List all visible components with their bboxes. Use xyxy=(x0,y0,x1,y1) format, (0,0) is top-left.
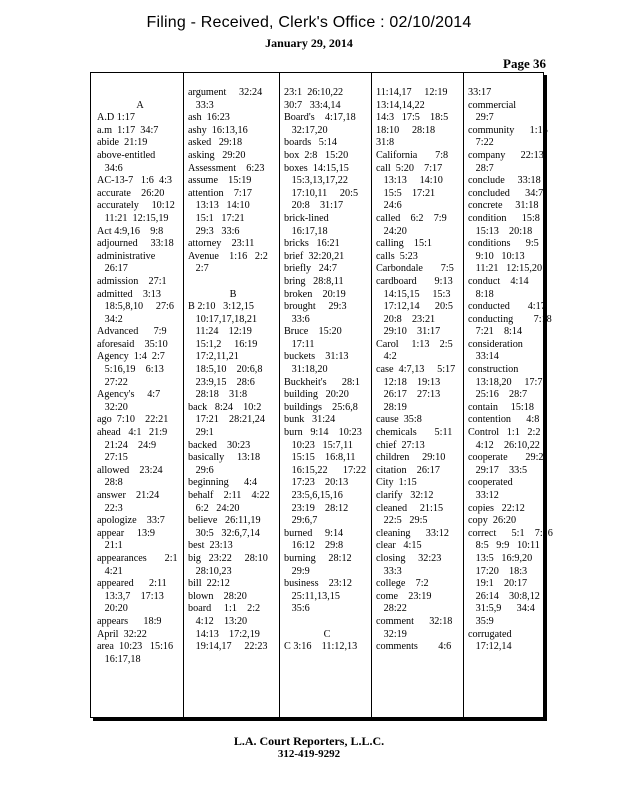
index-entry: 5:16,19 6:13 xyxy=(97,364,164,376)
index-entry: copies 22:12 xyxy=(468,502,525,514)
index-entry: 14:15,15 15:3 xyxy=(376,288,451,300)
index-entry: comments 4:6 xyxy=(376,641,452,653)
index-entry: 21:24 24:9 xyxy=(97,439,157,451)
index-entry: 15:1 17:21 xyxy=(188,212,245,224)
index-entry: 20:8 23:21 xyxy=(376,313,436,325)
index-entry: 30:7 33:4,14 xyxy=(284,99,341,111)
index-entry: 9:10 10:13 xyxy=(468,250,525,262)
index-entry: 18:10 28:18 xyxy=(376,124,436,136)
index-entry: Board's 4:17,18 xyxy=(284,112,356,124)
index-entry: Act 4:9,16 9:8 xyxy=(97,225,164,237)
index-entry: 31:18,20 xyxy=(284,364,328,376)
index-entry: 15:3,13,17,22 xyxy=(284,175,348,187)
index-entry: C 3:16 11:12,13 xyxy=(284,641,358,653)
index-entry: 29:6,7 xyxy=(284,515,318,527)
index-letter-heading: C xyxy=(323,628,331,640)
index-entry: 23:5,6,15,16 xyxy=(284,490,343,501)
index-entry: 17:12,14 20:5 xyxy=(376,301,453,313)
index-letter-heading: B xyxy=(229,288,237,300)
index-entry: City 1:15 xyxy=(376,477,417,489)
index-entry: 23:1 26:10,22 xyxy=(284,87,344,98)
index-entry: company 22:13 xyxy=(468,149,544,161)
index-entry: 16:15,22 17:22 xyxy=(284,464,367,476)
index-entry: contention 4:8 xyxy=(468,414,540,426)
index-entry: contain 15:18 xyxy=(468,401,534,413)
index-entry: 6:2 24:20 xyxy=(188,502,240,514)
index-entry: 20:20 xyxy=(97,603,128,615)
index-entry: 11:14,17 12:19 xyxy=(376,87,448,98)
index-entry: A.D 1:17 xyxy=(97,112,135,124)
index-entry: 11:24 12:19 xyxy=(188,326,252,338)
index-entry: building 20:20 xyxy=(284,389,349,401)
page-number: Page 36 xyxy=(503,56,546,71)
index-entry: brief 32:20,21 xyxy=(284,250,345,262)
index-entry: cooperate 29:2 xyxy=(468,452,544,464)
index-entry: 20:8 31:17 xyxy=(284,200,344,212)
index-entry: admission 27:1 xyxy=(97,275,167,287)
index-entry: 33:12 xyxy=(468,490,499,501)
index-entry: best 23:13 xyxy=(188,540,233,552)
index-entry: 29:7 xyxy=(468,112,494,124)
index-entry: 10:23 15:7,11 xyxy=(284,439,353,451)
index-entry: conditions 9:5 xyxy=(468,238,539,250)
index-entry: 8:18 xyxy=(468,288,494,300)
index-entry: 8:5 9:9 10:11 xyxy=(468,540,540,552)
index-entry: appears 18:9 xyxy=(97,615,162,627)
index-entry: backed 30:23 xyxy=(188,439,251,451)
index-column-2 xyxy=(188,87,278,654)
index-entry: blown 28:20 xyxy=(188,590,247,602)
index-entry: 17:20 18:3 xyxy=(468,565,528,577)
index-entry: basically 13:18 xyxy=(188,452,261,464)
index-entry: 34:6 xyxy=(97,162,123,174)
index-entry: 7:21 8:14 xyxy=(468,326,523,338)
index-entry: 34:2 xyxy=(97,313,123,325)
index-entry: believe 26:11,19 xyxy=(188,515,261,527)
index-entry: corrugated xyxy=(468,628,512,640)
index-entry: 28:8 xyxy=(97,477,123,489)
index-entry: appearances 2:1 xyxy=(97,552,178,564)
index-entry: called 6:2 7:9 xyxy=(376,212,447,224)
index-entry: 21:1 xyxy=(97,540,123,552)
index-entry: 29:1 xyxy=(188,427,214,439)
index-entry: cardboard 9:13 xyxy=(376,275,453,287)
index-entry: 22:3 xyxy=(97,502,123,514)
index-entry: Advanced 7:9 xyxy=(97,326,167,338)
index-entry: bring 28:8,11 xyxy=(284,275,344,287)
index-entry: cause 35:8 xyxy=(376,414,422,426)
index-entry: 27:22 xyxy=(97,376,128,388)
index-entry: brought 29:3 xyxy=(284,301,347,313)
index-entry: 33:14 xyxy=(468,351,499,363)
index-entry: Assessment 6:23 xyxy=(188,162,265,174)
index-column-1 xyxy=(97,87,183,666)
index-entry: 15:1,2 16:19 xyxy=(188,338,258,350)
column-divider xyxy=(371,73,372,717)
index-entry: Carol 1:13 2:5 xyxy=(376,338,453,350)
index-entry: concrete 31:18 xyxy=(468,200,539,212)
index-entry: 11:21 12:15,19 xyxy=(97,212,169,224)
index-entry: chemicals 5:11 xyxy=(376,427,453,439)
index-entry: answer 21:24 xyxy=(97,490,160,501)
index-entry: 11:21 12:15,20 xyxy=(468,263,543,275)
index-entry: commercial xyxy=(468,99,517,111)
index-entry: back 8:24 10:2 xyxy=(188,401,262,413)
index-entry: 4:21 xyxy=(97,565,123,577)
index-entry: 17:10,11 20:5 xyxy=(284,187,359,199)
index-entry: comment 32:18 xyxy=(376,615,453,627)
index-column-3 xyxy=(284,87,370,654)
index-table xyxy=(90,72,553,718)
index-entry: adjourned 33:18 xyxy=(97,238,174,250)
index-entry: children 29:10 xyxy=(376,452,446,464)
index-entry: accurate 26:20 xyxy=(97,187,165,199)
index-entry: allowed 23:24 xyxy=(97,464,163,476)
index-entry: 12:18 19:13 xyxy=(376,376,441,388)
index-entry: concluded 34:7 xyxy=(468,187,544,199)
index-entry: cleaned 21:15 xyxy=(376,502,444,514)
index-entry: Bruce 15:20 xyxy=(284,326,342,338)
index-entry: 28:22 xyxy=(376,603,407,615)
index-entry: asked 29:18 xyxy=(188,137,243,149)
index-entry: 22:5 29:5 xyxy=(376,515,428,527)
index-entry: argument 32:24 xyxy=(188,87,263,98)
index-entry: 17:21 28:21,24 xyxy=(188,414,265,426)
index-entry: aforesaid 35:10 xyxy=(97,338,168,350)
index-entry: 28:18 31:8 xyxy=(188,389,248,401)
index-entry: clear 4:15 xyxy=(376,540,422,552)
index-entry: 28:7 xyxy=(468,162,494,174)
index-entry: burned 9:14 xyxy=(284,527,344,539)
index-entry: administrative xyxy=(97,250,156,262)
index-entry: buildings 25:6,8 xyxy=(284,401,358,413)
index-entry: 16:17,18 xyxy=(284,225,328,237)
index-entry xyxy=(188,276,278,289)
index-entry: 14:13 17:2,19 xyxy=(188,628,260,640)
index-entry: asking 29:20 xyxy=(188,149,246,161)
index-entry: California 7:8 xyxy=(376,149,449,161)
index-entry: B 2:10 3:12,15 xyxy=(188,301,254,313)
index-entry: 26:14 30:8,12 xyxy=(468,590,540,602)
index-entry: call 5:20 7:17 xyxy=(376,162,443,174)
index-entry: 31:5,9 34:4 xyxy=(468,603,535,615)
index-entry: 26:17 xyxy=(97,263,128,275)
index-entry: business 23:12 xyxy=(284,578,352,590)
index-entry: conducted 4:17 xyxy=(468,301,546,313)
index-entry: broken 20:19 xyxy=(284,288,346,300)
index-entry: 16:17,18 xyxy=(97,653,141,665)
index-letter-heading: A xyxy=(136,99,144,111)
index-entry: 15:5 17:21 xyxy=(376,187,436,199)
index-entry: behalf 2:11 4:22 xyxy=(188,490,270,501)
index-entry: 35:9 xyxy=(468,615,494,627)
filing-stamp: Filing - Received, Clerk's Office : 02/10/2014 xyxy=(146,14,472,31)
index-entry: 28:10,23 xyxy=(188,565,232,577)
index-entry: 33:17 xyxy=(468,87,492,98)
index-entry: case 4:7,13 5:17 xyxy=(376,364,456,376)
index-entry: 32:20 xyxy=(97,401,128,413)
index-entry: 13:3,7 17:13 xyxy=(97,590,164,602)
index-column-5 xyxy=(468,87,553,654)
index-entry: copy 26:20 xyxy=(468,515,517,527)
index-entry: 10:17,17,18,21 xyxy=(188,313,258,325)
index-entry: 27:15 xyxy=(97,452,128,464)
index-entry: bunk 31:24 xyxy=(284,414,336,426)
index-entry: attention 7:17 xyxy=(188,187,252,199)
index-entry: 24:20 xyxy=(376,225,407,237)
index-entry: 13:14,14,22 xyxy=(376,99,425,111)
index-entry: 33:3 xyxy=(376,565,402,577)
index-entry: Agency 1:4 2:7 xyxy=(97,351,165,363)
index-entry: 17:12,14 xyxy=(468,641,512,653)
index-entry: Agency's 4:7 xyxy=(97,389,161,401)
index-entry: 13:13 14:10 xyxy=(188,200,250,212)
index-entry: Carbondale 7:5 xyxy=(376,263,454,275)
index-entry: brick-lined xyxy=(284,212,329,224)
index-entry: come 23:19 xyxy=(376,590,432,602)
index-entry: 19:14,17 22:23 xyxy=(188,641,268,653)
court-reporter-name: L.A. Court Reporters, L.L.C. xyxy=(233,734,385,748)
index-entry: correct 5:1 7:16 xyxy=(468,527,553,539)
index-entry: board 1:1 2:2 xyxy=(188,603,261,615)
index-entry: 17:2,11,21 xyxy=(188,351,239,363)
index-entry: 29:10 31:17 xyxy=(376,326,441,338)
index-entry: accurately 10:12 xyxy=(97,200,175,212)
index-entry: 4:12 26:10,22 xyxy=(468,439,540,451)
index-entry: 25:11,13,15 xyxy=(284,590,340,602)
column-divider xyxy=(463,73,464,717)
index-entry: 32:17,20 xyxy=(284,124,328,136)
index-entry: 28:19 xyxy=(376,401,407,413)
index-entry: ago 7:10 22:21 xyxy=(97,414,169,426)
index-entry: cleaning 33:12 xyxy=(376,527,449,539)
index-entry: bill 22:12 xyxy=(188,578,230,590)
index-entry: apologize 33:7 xyxy=(97,515,165,527)
index-entry xyxy=(97,87,183,100)
index-entry: 18:5,8,10 27:6 xyxy=(97,301,174,313)
index-entry: 29:3 33:6 xyxy=(188,225,240,237)
index-entry: area 10:23 15:16 xyxy=(97,641,174,653)
column-divider xyxy=(183,73,184,717)
index-entry: 26:17 27:13 xyxy=(376,389,441,401)
index-entry: citation 26:17 xyxy=(376,464,440,476)
index-entry: closing 32:23 xyxy=(376,552,442,564)
index-entry: calling 15:1 xyxy=(376,238,433,250)
index-entry: 35:6 xyxy=(284,603,310,615)
index-entry: 33:3 xyxy=(188,99,214,111)
index-entry: Control 1:1 2:2 xyxy=(468,427,541,439)
index-entry: 18:5,10 20:6,8 xyxy=(188,364,263,376)
index-entry: 29:6 xyxy=(188,464,214,476)
index-entry: 17:23 20:13 xyxy=(284,477,349,489)
index-entry: 30:5 32:6,7,14 xyxy=(188,527,260,539)
index-entry: admitted 3:13 xyxy=(97,288,161,300)
index-entry: Avenue 1:16 2:2 xyxy=(188,250,268,262)
index-entry: 24:6 xyxy=(376,200,402,212)
index-entry: 14:3 17:5 18:5 xyxy=(376,112,449,124)
index-entry: 16:12 29:8 xyxy=(284,540,344,552)
index-entry: abide 21:19 xyxy=(97,137,148,149)
index-entry: 13:5 16:9,20 xyxy=(468,552,533,564)
index-entry: briefly 24:7 xyxy=(284,263,337,275)
index-entry: 15:13 20:18 xyxy=(468,225,533,237)
index-entry: 2:7 xyxy=(188,263,209,275)
index-entry: boards 5:14 xyxy=(284,137,337,149)
index-entry: a.m 1:17 34:7 xyxy=(97,124,159,136)
index-entry: burning 28:12 xyxy=(284,552,352,564)
index-entry: 29:9 xyxy=(284,565,310,577)
index-entry: ahead 4:1 21:9 xyxy=(97,427,168,439)
index-entry: condition 15:8 xyxy=(468,212,540,224)
index-entry: 23:9,15 28:6 xyxy=(188,376,255,388)
index-entry: 4:12 13:20 xyxy=(188,615,248,627)
index-entry: 4:2 xyxy=(376,351,397,363)
index-entry: 19:1 20:17 xyxy=(468,578,528,590)
document-date: January 29, 2014 xyxy=(265,36,353,50)
index-entry: calls 5:23 xyxy=(376,250,418,262)
index-entry: 31:8 xyxy=(376,137,395,149)
index-entry: 32:19 xyxy=(376,628,407,640)
index-entry: appear 13:9 xyxy=(97,527,155,539)
index-entry: 23:19 28:12 xyxy=(284,502,349,514)
index-entry: big 23:22 28:10 xyxy=(188,552,268,564)
index-entry: AC-13-7 1:6 4:3 xyxy=(97,175,172,187)
index-entry: 13:13 14:10 xyxy=(376,175,443,187)
index-entry: attorney 23:11 xyxy=(188,238,255,250)
index-entry: chief 27:13 xyxy=(376,439,425,451)
index-entry: clarify 32:12 xyxy=(376,490,434,501)
index-entry: college 7:2 xyxy=(376,578,429,590)
index-entry: consideration xyxy=(468,338,523,350)
index-entry: burn 9:14 10:23 xyxy=(284,427,362,439)
column-divider xyxy=(279,73,280,717)
index-entry: boxes 14:15,15 xyxy=(284,162,349,174)
index-entry: buckets 31:13 xyxy=(284,351,349,363)
index-entry: conduct 4:14 xyxy=(468,275,529,287)
index-entry: assume 15:19 xyxy=(188,175,252,187)
index-entry: conclude 33:18 xyxy=(468,175,541,187)
index-entry: 7:22 xyxy=(468,137,494,149)
index-entry: ash 16:23 xyxy=(188,112,230,124)
index-entry: construction xyxy=(468,364,519,376)
index-entry: 33:6 xyxy=(284,313,310,325)
index-entry: April 32:22 xyxy=(97,628,147,640)
index-entry: bricks 16:21 xyxy=(284,238,340,250)
index-entry xyxy=(284,616,370,629)
index-entry: Buckheit's 28:1 xyxy=(284,376,360,388)
index-entry: beginning 4:4 xyxy=(188,477,258,489)
court-reporter-phone: 312-419-9292 xyxy=(277,748,341,760)
index-entry: above-entitled xyxy=(97,149,156,161)
index-entry: appeared 2:11 xyxy=(97,578,167,590)
index-entry: 25:16 28:7 xyxy=(468,389,528,401)
index-entry: 15:15 16:8,11 xyxy=(284,452,356,464)
index-entry: 13:18,20 17:7 xyxy=(468,376,543,388)
index-entry: community 1:15 xyxy=(468,124,548,136)
index-entry: box 2:8 15:20 xyxy=(284,149,349,161)
index-entry: 17:11 xyxy=(284,338,315,350)
index-entry: ashy 16:13,16 xyxy=(188,124,248,136)
index-entry: conducting 7:18 xyxy=(468,313,552,325)
index-column-4 xyxy=(376,87,462,654)
index-entry: cooperated xyxy=(468,477,513,489)
index-entry: 29:17 33:5 xyxy=(468,464,528,476)
